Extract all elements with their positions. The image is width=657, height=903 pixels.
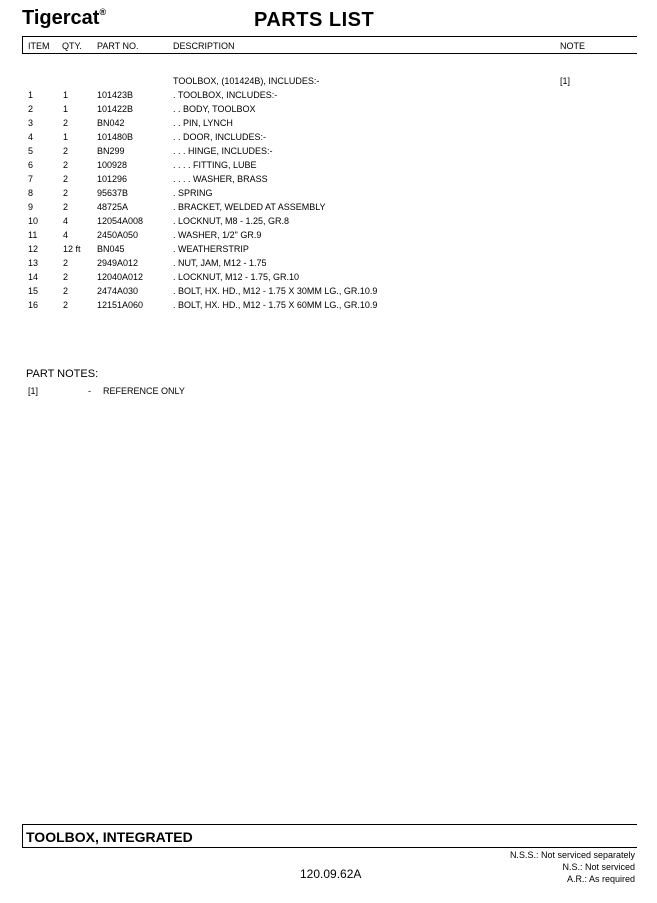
row-part-number: 12040A012	[97, 272, 144, 282]
row-description: . WASHER, 1/2" GR.9	[173, 230, 262, 240]
row-description: . NUT, JAM, M12 - 1.75	[173, 258, 267, 268]
registered-mark: ®	[99, 7, 107, 17]
row-part-number: 95637B	[97, 188, 129, 198]
parts-table	[0, 74, 657, 312]
legend-nss: N.S.S.: Not serviced separately	[509, 850, 635, 860]
row-description: . LOCKNUT, M8 - 1.25, GR.8	[173, 216, 290, 226]
row-description: . . PIN, LYNCH	[173, 118, 233, 128]
row-part-number: 101296	[97, 174, 128, 184]
table-row	[0, 130, 657, 144]
row-item-number: 15	[28, 286, 39, 296]
row-item-number: 13	[28, 258, 39, 268]
row-part-number: 2474A030	[97, 286, 139, 296]
row-quantity: 2	[63, 286, 69, 296]
row-item-number: 10	[28, 216, 39, 226]
column-header-description: DESCRIPTION	[173, 41, 235, 51]
row-part-number: 48725A	[97, 202, 129, 212]
row-item-number: 6	[28, 160, 34, 170]
table-row	[0, 214, 657, 228]
table-row	[0, 256, 657, 270]
row-item-number: 2	[28, 104, 34, 114]
table-row	[0, 74, 657, 88]
brand-name: Tigercat	[22, 7, 100, 29]
row-item-number: 12	[28, 244, 39, 254]
row-description: . BOLT, HX. HD., M12 - 1.75 X 60MM LG., GR.10.9	[173, 300, 378, 310]
section-title: TOOLBOX, INTEGRATED	[26, 829, 193, 845]
row-part-number: 12054A008	[97, 216, 144, 226]
row-description: TOOLBOX, (101424B), INCLUDES:-	[173, 76, 320, 86]
row-description: . BOLT, HX. HD., M12 - 1.75 X 30MM LG., GR.10.9	[173, 286, 378, 296]
row-quantity: 1	[63, 90, 69, 100]
row-part-number: BN045	[97, 244, 125, 254]
table-row	[0, 228, 657, 242]
row-quantity: 2	[63, 160, 69, 170]
row-part-number: 101480B	[97, 132, 134, 142]
row-description: . SPRING	[173, 188, 213, 198]
part-note-dash: -	[88, 386, 91, 396]
row-item-number: 1	[28, 90, 34, 100]
row-description: . . . . WASHER, BRASS	[173, 174, 268, 184]
row-item-number: 9	[28, 202, 34, 212]
row-quantity: 2	[63, 272, 69, 282]
row-description: . WEATHERSTRIP	[173, 244, 249, 254]
row-item-number: 7	[28, 174, 34, 184]
legend-ns: N.S.: Not serviced	[562, 862, 635, 872]
row-part-number: BN299	[97, 146, 125, 156]
table-row	[0, 88, 657, 102]
row-item-number: 14	[28, 272, 39, 282]
part-note-ref: [1]	[28, 386, 39, 396]
row-description: . . BODY, TOOLBOX	[173, 104, 256, 114]
row-part-number: BN042	[97, 118, 125, 128]
table-row	[0, 116, 657, 130]
row-description: . . . HINGE, INCLUDES:-	[173, 146, 273, 156]
column-header-part-no: PART NO.	[97, 41, 139, 51]
legend-ar: A.R.: As required	[566, 874, 635, 884]
page-title: PARTS LIST	[254, 9, 375, 31]
row-quantity: 2	[63, 174, 69, 184]
row-part-number: 100928	[97, 160, 128, 170]
row-quantity: 2	[63, 188, 69, 198]
row-quantity: 4	[63, 216, 69, 226]
row-item-number: 5	[28, 146, 34, 156]
row-part-number: 101423B	[97, 90, 134, 100]
row-item-number: 8	[28, 188, 34, 198]
row-part-number: 101422B	[97, 104, 134, 114]
table-row	[0, 158, 657, 172]
row-quantity: 2	[63, 300, 69, 310]
row-description: . LOCKNUT, M12 - 1.75, GR.10	[173, 272, 300, 282]
table-row	[0, 242, 657, 256]
row-description: . . DOOR, INCLUDES:-	[173, 132, 267, 142]
brand-logo	[22, 7, 106, 30]
row-quantity: 1	[63, 104, 69, 114]
table-row	[0, 284, 657, 298]
table-row	[0, 298, 657, 312]
row-item-number: 16	[28, 300, 39, 310]
table-row	[0, 172, 657, 186]
row-description: . . . . FITTING, LUBE	[173, 160, 257, 170]
row-part-number: 2949A012	[97, 258, 139, 268]
row-quantity: 4	[63, 230, 69, 240]
row-quantity: 2	[63, 118, 69, 128]
row-note: [1]	[560, 76, 571, 86]
table-row	[0, 186, 657, 200]
row-item-number: 11	[28, 230, 38, 240]
column-header-qty: QTY.	[62, 41, 82, 51]
column-header-item: ITEM	[28, 41, 50, 51]
part-note-text: REFERENCE ONLY	[103, 386, 185, 396]
row-quantity: 2	[63, 146, 69, 156]
table-row	[0, 270, 657, 284]
table-row	[0, 200, 657, 214]
table-row	[0, 144, 657, 158]
page-number: 120.09.62A	[300, 867, 362, 881]
row-description: . BRACKET, WELDED AT ASSEMBLY	[173, 202, 326, 212]
row-part-number: 2450A050	[97, 230, 139, 240]
part-notes-title: PART NOTES:	[26, 368, 99, 380]
row-description: . TOOLBOX, INCLUDES:-	[173, 90, 278, 100]
row-item-number: 4	[28, 132, 34, 142]
row-part-number: 12151A060	[97, 300, 144, 310]
column-header-note: NOTE	[560, 41, 586, 51]
row-quantity: 2	[63, 202, 69, 212]
row-item-number: 3	[28, 118, 34, 128]
row-quantity: 1	[63, 132, 69, 142]
row-quantity: 12 ft	[63, 244, 81, 254]
row-quantity: 2	[63, 258, 69, 268]
table-row	[0, 102, 657, 116]
